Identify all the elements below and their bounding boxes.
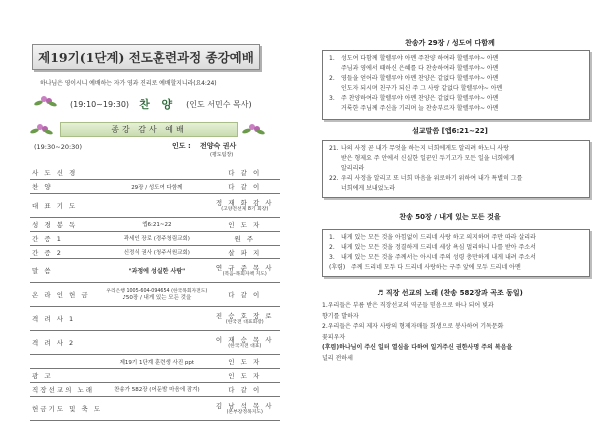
- order-detail-text: 신정식 권사 (청주서원교회): [123, 250, 190, 257]
- order-row: [30, 369, 280, 383]
- line-number: 1.: [329, 234, 335, 241]
- order-who: [210, 355, 280, 369]
- order-item: 찬 양: [30, 180, 104, 194]
- order-who-name: 원 주: [234, 234, 256, 243]
- scripture-title: 설교말씀 [엡6:21~22]: [412, 127, 488, 135]
- order-detail: [104, 259, 209, 283]
- line-number: 21.: [329, 145, 339, 152]
- order-who-sub: (한국지전 대표): [228, 344, 262, 350]
- order-item: 광 고: [30, 369, 104, 383]
- line-number: (후렴): [329, 264, 346, 271]
- text-line: [329, 84, 583, 94]
- order-who-sub: (고양전선제 8기 회장): [221, 207, 269, 213]
- worship-order-table: [30, 166, 280, 421]
- hymn2-box: [322, 229, 590, 277]
- flower-icon: [34, 95, 56, 107]
- line-text: 주님과 영에서 때하신 은혜를 다 찬송하여라 할렐루야~ 아멘: [341, 65, 499, 72]
- order-who-sub: (복음-목회자책 지도): [222, 272, 267, 278]
- text-line: [329, 233, 583, 243]
- order-row: [30, 307, 280, 331]
- order-who-name: 김 남 석 목 사: [215, 401, 274, 410]
- order-who-name: 인 도 자: [228, 220, 262, 229]
- order-who-name: 진 승 호 장 로: [215, 312, 274, 321]
- lead-label: 인도 :: [172, 142, 191, 150]
- hymn3-lyrics: [322, 301, 590, 364]
- order-who: [210, 307, 280, 331]
- text-line: [329, 94, 583, 104]
- order-detail-text: 우리은행 1005-604-094654 (한국목회자전도): [106, 288, 208, 294]
- line-text: 주께 드리네 모두 다 드리네 사랑하는 구주 앞에 모두 드리네 아멘: [351, 264, 521, 271]
- line-number: 1.: [322, 302, 328, 309]
- order-detail: [104, 245, 209, 259]
- hymn2-title: 찬송 50장 / 내게 있는 모든 것을: [399, 213, 501, 221]
- order-detail: [104, 194, 209, 218]
- line-text: 우리 사정을 알리고 또 너희 마음을 위로하기 위하여 내가 특별히 그를: [341, 175, 523, 182]
- order-who: [210, 331, 280, 355]
- order-item: 온 라 인 헌 금: [30, 283, 104, 307]
- line-text: 내게 있는 모든 것을 주께서는 아시네 주의 성령 충만하게 내게 내려 주소서: [341, 254, 536, 261]
- line-number: 2.: [329, 75, 335, 82]
- line-text: 우리들은 부름 받은 직장선교의 역군들 믿음으로 하나 되어 빛과: [327, 302, 494, 309]
- order-row: [30, 283, 280, 307]
- line-text: 받은 형제요 주 안에서 신실한 일꾼인 두기고가 모든 일을 너희에게: [341, 155, 515, 162]
- flower-icon: [30, 123, 52, 135]
- order-who: [210, 231, 280, 245]
- line-number: 22.: [329, 175, 339, 182]
- line-number: 2.: [329, 244, 335, 251]
- order-detail: [104, 218, 209, 232]
- order-row: [30, 231, 280, 245]
- order-who: [210, 396, 280, 420]
- order-detail-text: 29장 / 성도여 다함께: [131, 184, 183, 191]
- order-item: 대 표 기 도: [30, 194, 104, 218]
- text-line: [329, 74, 583, 84]
- worship-time: (19:30~20:30): [34, 143, 82, 151]
- order-who: [210, 218, 280, 232]
- order-detail: [104, 355, 209, 369]
- hymn1-box: [322, 50, 590, 120]
- order-who-name: 다 같 이: [228, 291, 262, 300]
- order-row: [30, 259, 280, 283]
- order-row: [30, 166, 280, 180]
- line-text: 영들을 얻어라 할렐루야 아멘 찬양은 같없다 할렐루야~ 아멘: [341, 75, 499, 82]
- order-row: [30, 194, 280, 218]
- order-item: 사 도 신 경: [30, 166, 104, 180]
- line-text: 우리들은 주의 제자 사랑의 형제자매들 희생으로 봉사하여 기독문화: [327, 323, 504, 330]
- order-item: 간 증 1: [30, 231, 104, 245]
- motto-verse: 하나님은 영이시니 예배하는 자가 영과 진리로 예배할지니라(요4:24): [40, 80, 217, 87]
- worship-title-bar: 종강 감사 예배: [60, 122, 238, 137]
- order-who: [210, 194, 280, 218]
- text-line: [329, 253, 583, 263]
- praise-time: (19:10~19:30): [70, 99, 130, 109]
- order-detail-text: "과정에 성실한 사람": [128, 268, 186, 276]
- line-text: 주 찬양하여라 할렐루야 아멘 찬양은 같없다 할렐루야~ 아멘: [341, 95, 499, 102]
- order-who-name: 연 규 준 목 사: [215, 264, 274, 273]
- lead-sub: (평도팀장): [210, 152, 234, 158]
- order-item: [30, 355, 104, 369]
- order-who: [210, 245, 280, 259]
- order-detail-text: 곽세인 장로 (경주청림교회): [123, 236, 190, 243]
- text-line: [329, 64, 583, 74]
- text-line: [329, 154, 583, 164]
- order-row: [30, 245, 280, 259]
- order-detail: [104, 331, 209, 355]
- text-line: [329, 174, 583, 184]
- order-item: 직장선교의 노래: [30, 383, 104, 397]
- text-line: [322, 354, 590, 365]
- order-detail: [104, 180, 209, 194]
- order-detail-text: 제19기 1단계 훈련생 사진 ppt: [119, 359, 195, 366]
- order-detail: [104, 283, 209, 307]
- order-item: 말 씀: [30, 259, 104, 283]
- order-item: 격 려 사 1: [30, 307, 104, 331]
- text-line: [322, 301, 590, 312]
- order-detail: [104, 369, 209, 383]
- line-text: 널리 전하세: [322, 354, 353, 362]
- flower-icon: [242, 123, 264, 135]
- line-text: 인도자 되시며 친구가 되신 주 그 사랑 같없다 할렐루야~ 아멘: [341, 85, 503, 92]
- order-who-name: 인 도 자: [228, 372, 262, 381]
- text-line: [322, 343, 590, 354]
- order-who-name: 정 재 화 감 사: [215, 199, 274, 208]
- order-who-name: 다 같 이: [228, 183, 262, 192]
- order-who-sub: (본부장정목지도): [226, 409, 263, 415]
- order-detail-hymn: ♪50장 / 내게 있는 모든 것을: [122, 294, 192, 301]
- line-number: 3.: [329, 254, 335, 261]
- line-text: 꽃피우자: [322, 333, 346, 341]
- line-text: 내게 있는 모든 것을 정결하게 드리네 세상 욕심 멀리하니 나를 받아 주소서: [341, 244, 536, 251]
- order-detail-text: 엡6:21~22: [142, 222, 172, 229]
- praise-label: 찬 양: [139, 98, 177, 111]
- order-row: [30, 355, 280, 369]
- order-row: [30, 331, 280, 355]
- order-item: 헌금기도 및 축 도: [30, 396, 104, 420]
- order-who-name: 인 도 자: [228, 358, 262, 367]
- text-line: [329, 54, 583, 64]
- text-line: [329, 164, 583, 174]
- praise-line: [70, 96, 252, 112]
- line-text: 나의 사정 곧 내가 무엇을 하는지 너희에게도 알리려 하노니 사랑: [341, 145, 509, 152]
- text-line: [322, 322, 590, 333]
- line-text: 하나님이 주신 일터 열심을 다하여 일거주신 권한사명 주의 복음을: [339, 344, 513, 351]
- right-page: [300, 0, 600, 423]
- order-detail: [104, 396, 209, 420]
- order-item: 격 려 사 2: [30, 331, 104, 355]
- order-item: 간 증 2: [30, 245, 104, 259]
- order-who: [210, 383, 280, 397]
- line-number: 2.: [322, 323, 328, 330]
- order-item: 성 경 봉 독: [30, 218, 104, 232]
- order-detail: [104, 166, 209, 180]
- text-line: [329, 184, 583, 194]
- text-line: [322, 312, 590, 323]
- order-who-name: 다 같 이: [228, 169, 262, 178]
- order-row: [30, 218, 280, 232]
- order-detail-text: 찬송가 582장 (어둔밤 마음에 잠겨): [114, 387, 200, 394]
- scripture-box: [322, 140, 590, 198]
- order-row: [30, 383, 280, 397]
- order-who: [210, 180, 280, 194]
- text-line: [329, 263, 583, 273]
- text-line: [329, 144, 583, 154]
- order-detail: [104, 307, 209, 331]
- order-who-name: 살 파 지: [228, 248, 262, 257]
- line-text: 내게 있는 모든 것을 아낌없이 드리네 사랑 하고 의지하며 주만 따라 살리라: [341, 234, 536, 241]
- order-who-sub: (한국전 대표회장): [225, 320, 264, 326]
- order-row: [30, 180, 280, 194]
- lead-name: 전양숙 권사: [200, 142, 237, 150]
- order-who: [210, 166, 280, 180]
- hymn3-title: ♬ 직장 선교의 노래 (찬송 582장과 곡조 동일): [377, 289, 523, 297]
- hymn1-title: 찬송가 29장 / 성도여 다함께: [405, 39, 495, 47]
- line-text: 성도여 다함께 할렐루야 아멘 주찬양 하여라 할렐루야~ 아멘: [341, 55, 499, 62]
- line-number: (후렴): [322, 344, 340, 351]
- order-detail: [104, 383, 209, 397]
- line-number: 1.: [329, 55, 335, 62]
- order-row: [30, 396, 280, 420]
- order-who: [210, 369, 280, 383]
- order-who-name: 이 재 승 목 사: [215, 336, 274, 345]
- line-text: 거룩한 주님께 주신을 기리며 늘 찬송부르자 할렐루야~ 아멘: [341, 105, 499, 112]
- page-title: 제19기(1단계) 전도훈련과정 종강예배: [32, 44, 260, 70]
- line-text: 향기를 발하자: [322, 312, 359, 320]
- order-who: [210, 283, 280, 307]
- order-who: [210, 259, 280, 283]
- line-text: 알리리라: [341, 165, 365, 172]
- text-line: [329, 104, 583, 114]
- line-number: 3.: [329, 95, 335, 102]
- text-line: [329, 243, 583, 253]
- order-who-name: 다 같 이: [228, 385, 262, 394]
- praise-leader: (인도 서민수 목사): [186, 99, 252, 109]
- text-line: [322, 333, 590, 344]
- order-detail: [104, 231, 209, 245]
- line-text: 너희에게 보내었노라: [341, 185, 396, 192]
